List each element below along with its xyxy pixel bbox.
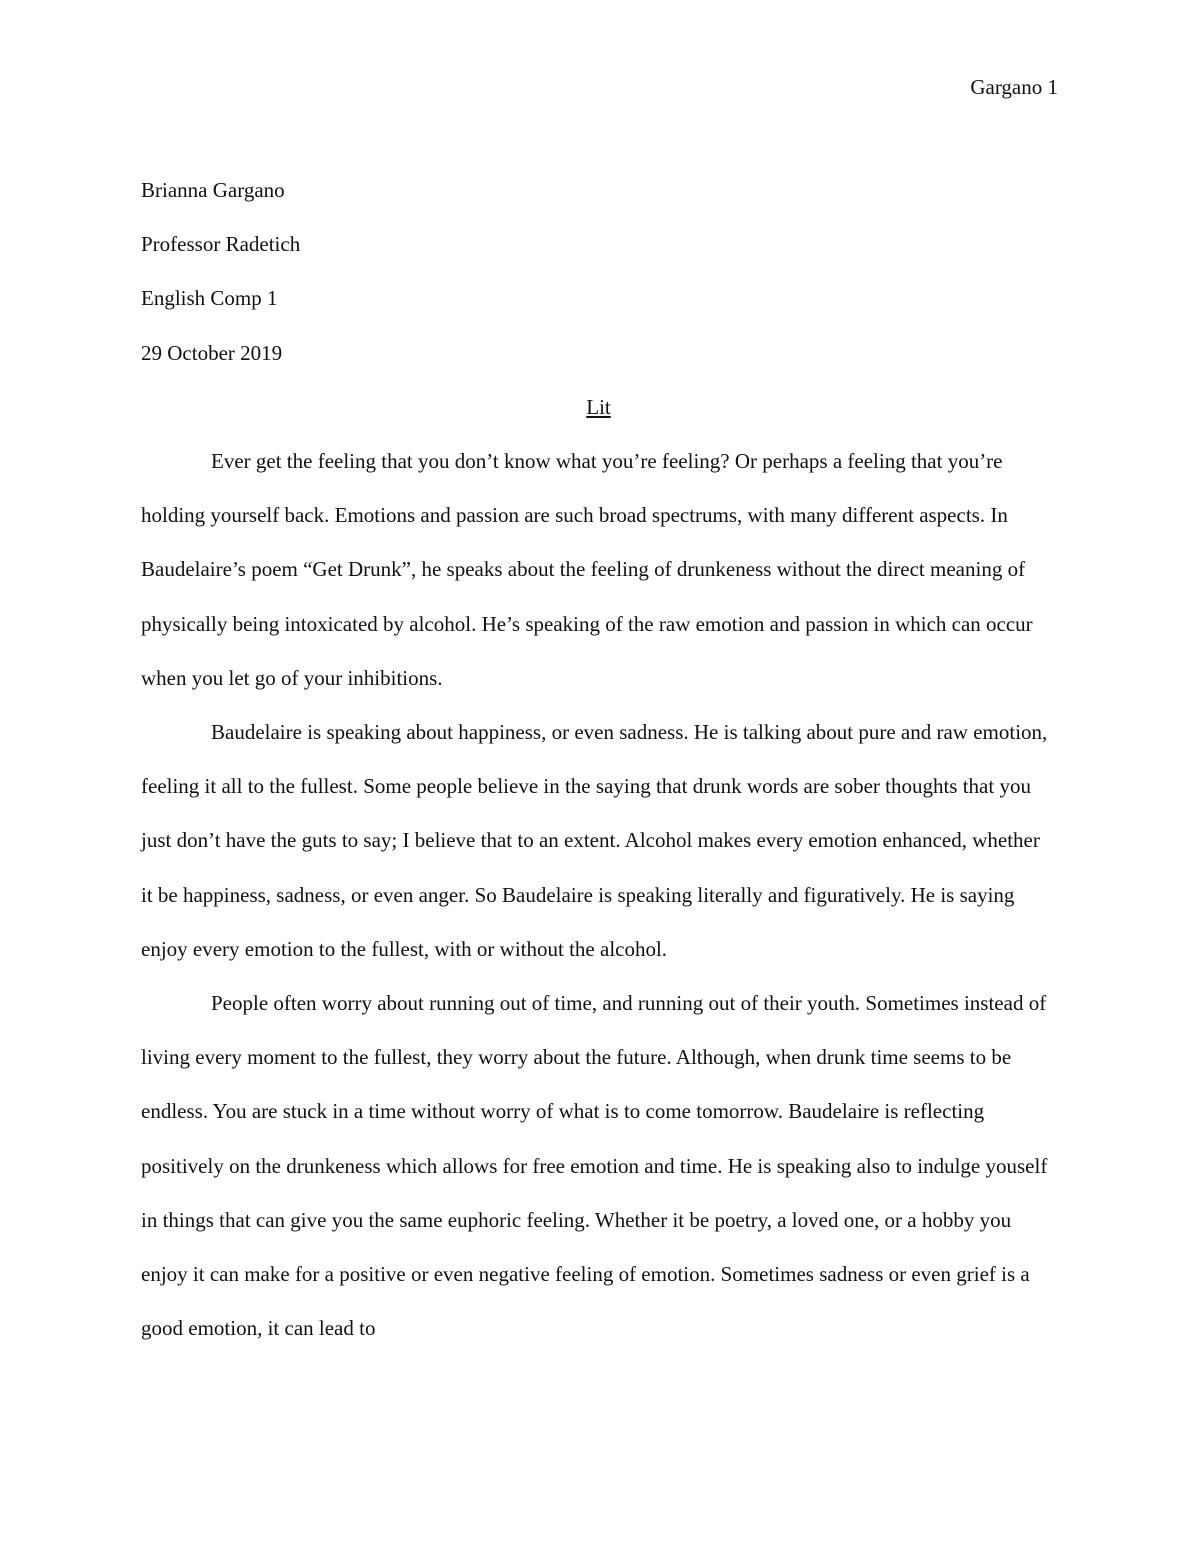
author-name: Brianna Gargano bbox=[141, 178, 285, 202]
instructor-name: Professor Radetich bbox=[141, 232, 301, 257]
running-head: Gargano 1 bbox=[970, 75, 1058, 99]
essay-body bbox=[141, 163, 1056, 1355]
paragraph-2: Baudelaire is speaking about happiness, or even sadness. He is talking about pure and raw emotion, feeling it all to the fullest. Some people believe in the saying that drunk words are sober thoughts that you just don’t have the guts to say; I believe that to an extent. Alcohol makes every emotion enhanced, whether it be happiness, sadness, or even anger. So Baudelaire is speaking literally and figuratively. He is saying enjoy every emotion to the fullest, with or without the alcohol. bbox=[141, 720, 1048, 961]
essay-title: Lit bbox=[586, 394, 611, 419]
paragraph-3: People often worry about running out of time, and running out of their youth. Sometimes instead of living every moment to the fullest, they worry about the future. Although, when drunk time seems to be endless. You are stuck in a time without worry of what is to come tomorrow. Baudelaire is reflecting positively on the drunkeness which allows for free emotion and time. He is speaking also to indulge youself in things that can give you the same euphoric feeling. Whether it be poetry, a loved one, or a hobby you enjoy it can make for a positive or even negative feeling of emotion. Sometimes sadness or even grief is a good emotion, it can lead to bbox=[141, 991, 1048, 1341]
paragraph-1: Ever get the feeling that you don’t know what you’re feeling? Or perhaps a feeling that you’re holding yourself back. Emotions and passion are such broad spectrums, with many different aspects. In Baudelaire’s poem “Get Drunk”, he speaks about the feeling of drunkeness without the direct meaning of physically being intoxicated by alcohol. He’s speaking of the raw emotion and passion in which can occur when you let go of your inhibitions. bbox=[141, 449, 1033, 690]
essay-date: 29 October 2019 bbox=[141, 340, 283, 365]
course-name: English Comp 1 bbox=[141, 286, 278, 311]
